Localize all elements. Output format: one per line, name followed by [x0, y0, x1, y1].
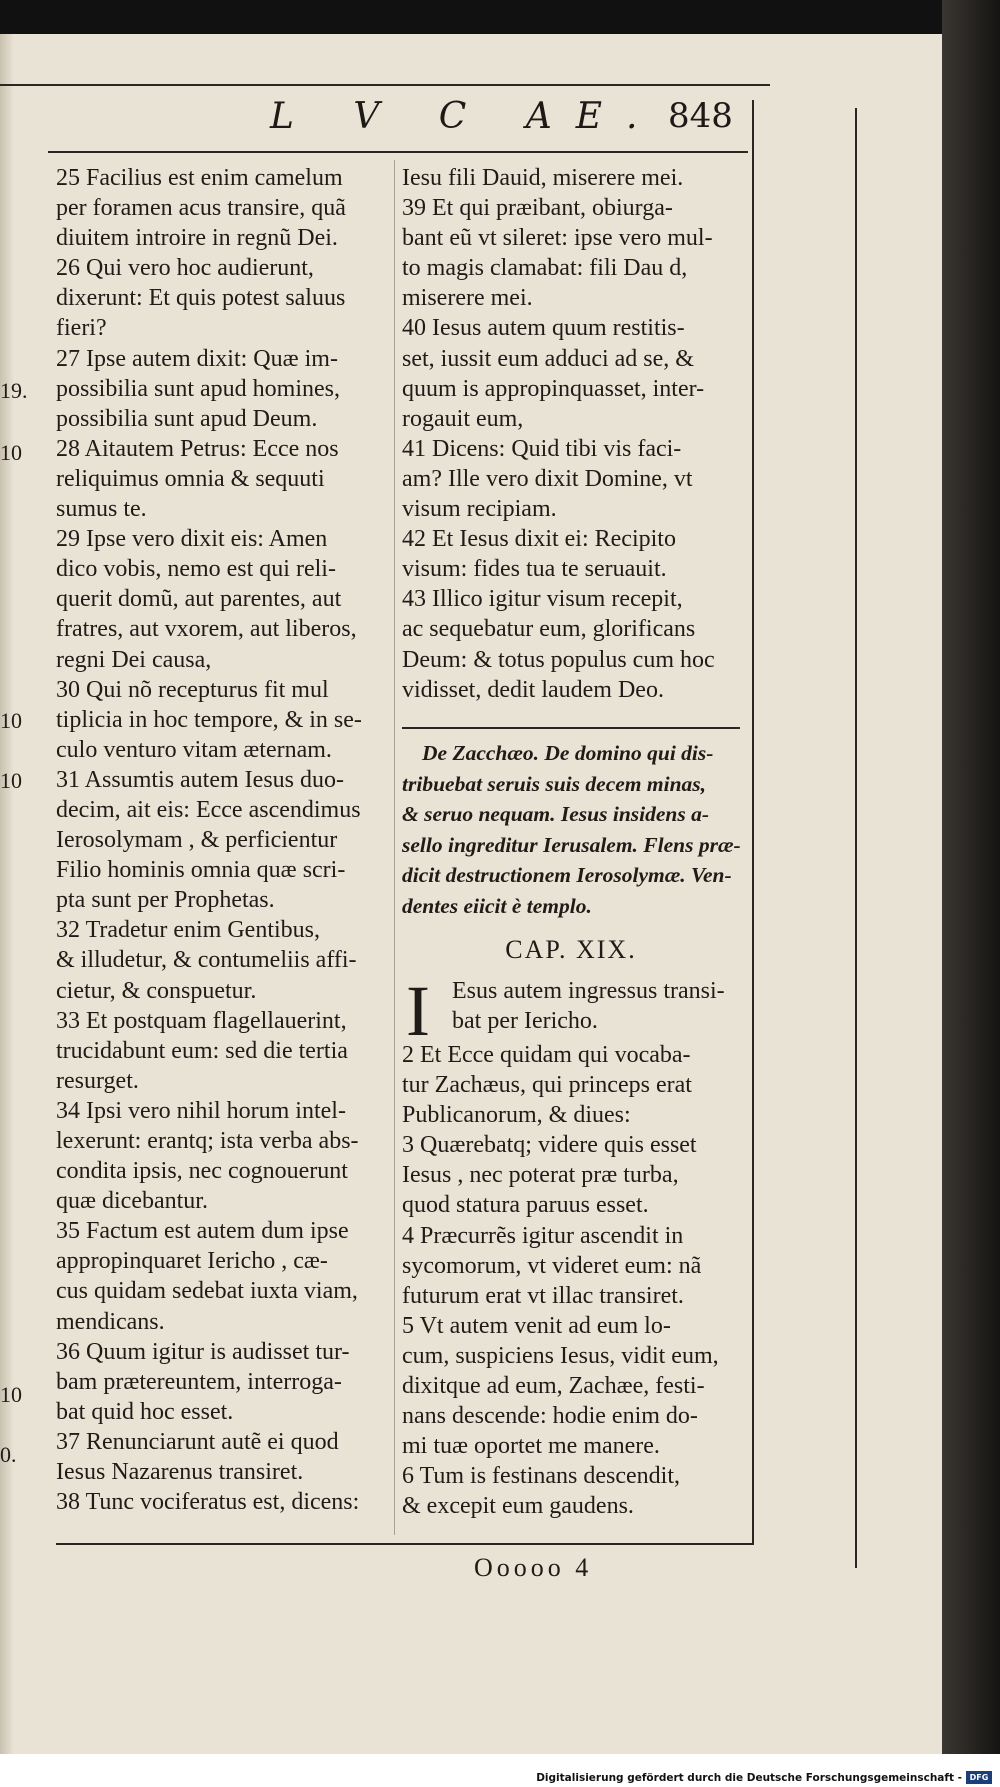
text-line: Iesus Nazarenus transiret. — [56, 1459, 304, 1486]
scan-right-edge — [942, 0, 1000, 1760]
text-line: fieri? — [56, 315, 107, 342]
text-line: diuitem introire in regnũ Dei. — [56, 225, 338, 252]
text-line: 26 Qui vero hoc audierunt, — [56, 255, 314, 282]
text-line: Iesu fili Dauid, miserere mei. — [402, 165, 684, 191]
text-line: fratres, aut vxorem, aut liberos, — [56, 616, 357, 643]
text-line: mendicans. — [56, 1308, 165, 1335]
summary-rule — [402, 727, 740, 729]
text-line: dentes eiicit è templo. — [402, 893, 592, 918]
column-divider — [394, 160, 395, 1535]
text-line: Filio hominis omnia quæ scri- — [56, 857, 346, 884]
chapter-second-line: bat per Iericho. — [452, 1008, 598, 1034]
text-line: & excepit eum gaudens. — [402, 1493, 634, 1520]
text-line: querit domũ, aut parentes, aut — [56, 586, 342, 613]
chapter-first-line: Esus autem ingressus transi- — [452, 978, 725, 1004]
text-line: Deum: & totus populus cum hoc — [402, 646, 715, 673]
text-line: De Zacchæo. De domino qui dis- — [422, 741, 714, 765]
text-line: dixitque ad eum, Zachæe, festi- — [402, 1373, 705, 1400]
text-line: 31 Assumtis autem Iesus duo- — [56, 766, 344, 793]
text-line: cus quidam sedebat iuxta viam, — [56, 1278, 358, 1305]
running-head: L V C AE. — [270, 96, 662, 137]
text-line: 39 Et qui præibant, obiurga- — [402, 195, 673, 222]
text-line: decim, ait eis: Ecce ascendimus — [56, 796, 361, 823]
text-line: 36 Quum igitur is audisset tur- — [56, 1338, 350, 1365]
text-line: tiplicia in hoc tempore, & in se- — [56, 706, 362, 733]
text-line: bant eũ vt sileret: ipse vero mul- — [402, 225, 713, 252]
bottom-rule — [56, 1543, 752, 1545]
text-line: vidisset, dedit laudem Deo. — [402, 676, 664, 703]
text-line: 27 Ipse autem dixit: Quæ im- — [56, 345, 338, 372]
text-line: rogauit eum, — [402, 405, 524, 432]
text-line: 38 Tunc vociferatus est, dicens: — [56, 1489, 360, 1516]
text-line: possibilia sunt apud homines, — [56, 375, 340, 402]
text-line: pta sunt per Prophetas. — [56, 887, 275, 914]
text-line: mi tuæ oportet me manere. — [402, 1433, 660, 1460]
text-line: 6 Tum is festinans descendit, — [402, 1463, 681, 1490]
text-line: cietur, & conspuetur. — [56, 977, 257, 1004]
text-line: trucidabunt eum: sed die tertia — [56, 1037, 348, 1064]
text-line: set, iussit eum adduci ad se, & — [402, 345, 694, 372]
text-line: 40 Iesus autem quum restitis- — [402, 315, 685, 342]
text-line: 5 Vt autem venit ad eum lo- — [402, 1312, 671, 1339]
text-line: reliquimus omnia & sequuti — [56, 465, 325, 492]
text-line: nans descende: hodie enim do- — [402, 1403, 698, 1430]
margin-note: 10 — [0, 708, 22, 733]
text-line: Iesus , nec poterat præ turba, — [402, 1162, 679, 1189]
text-line: 43 Illico igitur visum recepit, — [402, 586, 683, 613]
text-line: 4 Præcurrẽs igitur ascendit in — [402, 1222, 684, 1249]
text-line: 42 Et Iesus dixit ei: Recipito — [402, 526, 676, 553]
text-line: appropinquaret Iericho , cæ- — [56, 1248, 328, 1275]
outer-frame-line — [855, 108, 857, 1568]
funding-credit: Digitalisierung gefördert durch die Deutsche Forschungsgemeinschaft - — [536, 1772, 962, 1784]
chapter-summary — [402, 738, 740, 921]
text-line: quæ dicebantur. — [56, 1188, 208, 1215]
text-line: 29 Ipse vero dixit eis: Amen — [56, 526, 328, 553]
text-line: & illudetur, & contumeliis affi- — [56, 947, 357, 974]
text-line: 30 Qui nõ recepturus fit mul — [56, 676, 329, 703]
margin-note: 19. — [0, 378, 28, 403]
scan-top-edge — [0, 0, 1000, 34]
text-line: 41 Dicens: Quid tibi vis faci- — [402, 435, 682, 462]
text-line: cum, suspiciens Iesus, vidit eum, — [402, 1342, 719, 1369]
left-column — [56, 163, 388, 1517]
text-line: visum recipiam. — [402, 496, 557, 523]
text-line: dico vobis, nemo est qui reli- — [56, 556, 336, 583]
margin-note: 10 — [0, 1382, 22, 1407]
text-line: & seruo nequam. Iesus insidens a- — [402, 802, 710, 826]
margin-note: 10 — [0, 768, 22, 793]
text-line: culo venturo vitam æternam. — [56, 736, 332, 763]
text-line: quum is appropinquasset, inter- — [402, 375, 705, 402]
text-line: sumus te. — [56, 496, 147, 523]
text-line: per foramen acus transire, quã — [56, 195, 346, 222]
text-line: 3 Quærebatq; videre quis esset — [402, 1132, 697, 1159]
text-line: Publicanorum, & diues: — [402, 1102, 631, 1129]
page-number: 848 — [668, 96, 733, 136]
text-line: tribuebat seruis suis decem minas, — [402, 771, 707, 796]
text-line: possibilia sunt apud Deum. — [56, 405, 318, 432]
text-line: 28 Aitautem Petrus: Ecce nos — [56, 435, 339, 462]
dfg-logo: DFG — [966, 1771, 992, 1784]
text-line: regni Dei causa, — [56, 646, 212, 673]
text-line: visum: fides tua te seruauit. — [402, 556, 667, 583]
chapter-heading: CAP. XIX. — [505, 935, 637, 964]
text-line: bam prætereuntem, interroga- — [56, 1368, 342, 1395]
drop-capital: I — [406, 971, 430, 1051]
text-line: miserere mei. — [402, 285, 533, 312]
text-line: to magis clamabat: fili Dau d, — [402, 255, 688, 282]
text-line: bat quid hoc esset. — [56, 1398, 234, 1425]
top-rule — [0, 84, 770, 86]
text-line: 35 Factum est autem dum ipse — [56, 1218, 349, 1245]
right-frame-line — [752, 100, 754, 1545]
text-line: 37 Renunciarunt autẽ ei quod — [56, 1428, 339, 1455]
text-line: 33 Et postquam flagellauerint, — [56, 1007, 347, 1034]
right-column — [402, 163, 740, 705]
catchword: Ooooo 4 — [474, 1553, 593, 1582]
text-line: lexerunt: erantq; ista verba abs- — [56, 1128, 359, 1154]
text-line: 25 Facilius est enim camelum — [56, 165, 343, 191]
text-line: dicit destructionem Ierosolymæ. Ven- — [402, 863, 732, 887]
text-line: ac sequebatur eum, glorificans — [402, 616, 696, 643]
header-rule — [48, 151, 748, 153]
text-line: sello ingreditur Ierusalem. Flens præ- — [402, 832, 741, 857]
text-line: am? Ille vero dixit Domine, vt — [402, 465, 693, 492]
text-line: dixerunt: Et quis potest saluus — [56, 285, 346, 312]
text-line: resurget. — [56, 1067, 139, 1094]
gutter-shade — [0, 34, 14, 1754]
text-line: tur Zachæus, qui princeps erat — [402, 1072, 692, 1099]
text-line: futurum erat vt illac transiret. — [402, 1282, 684, 1309]
margin-note: 10 — [0, 440, 22, 465]
margin-note: 0. — [0, 1442, 17, 1467]
text-line: Ierosolymam , & perficientur — [56, 827, 338, 854]
text-line: sycomorum, vt videret eum: nã — [402, 1252, 702, 1279]
chapter-text — [402, 1040, 740, 1522]
text-line: 32 Tradetur enim Gentibus, — [56, 917, 320, 944]
text-line: 34 Ipsi vero nihil horum intel- — [56, 1097, 346, 1124]
text-line: quod statura paruus esset. — [402, 1192, 649, 1219]
text-line: 2 Et Ecce quidam qui vocaba- — [402, 1042, 691, 1068]
text-line: condita ipsis, nec cognouerunt — [56, 1158, 348, 1185]
